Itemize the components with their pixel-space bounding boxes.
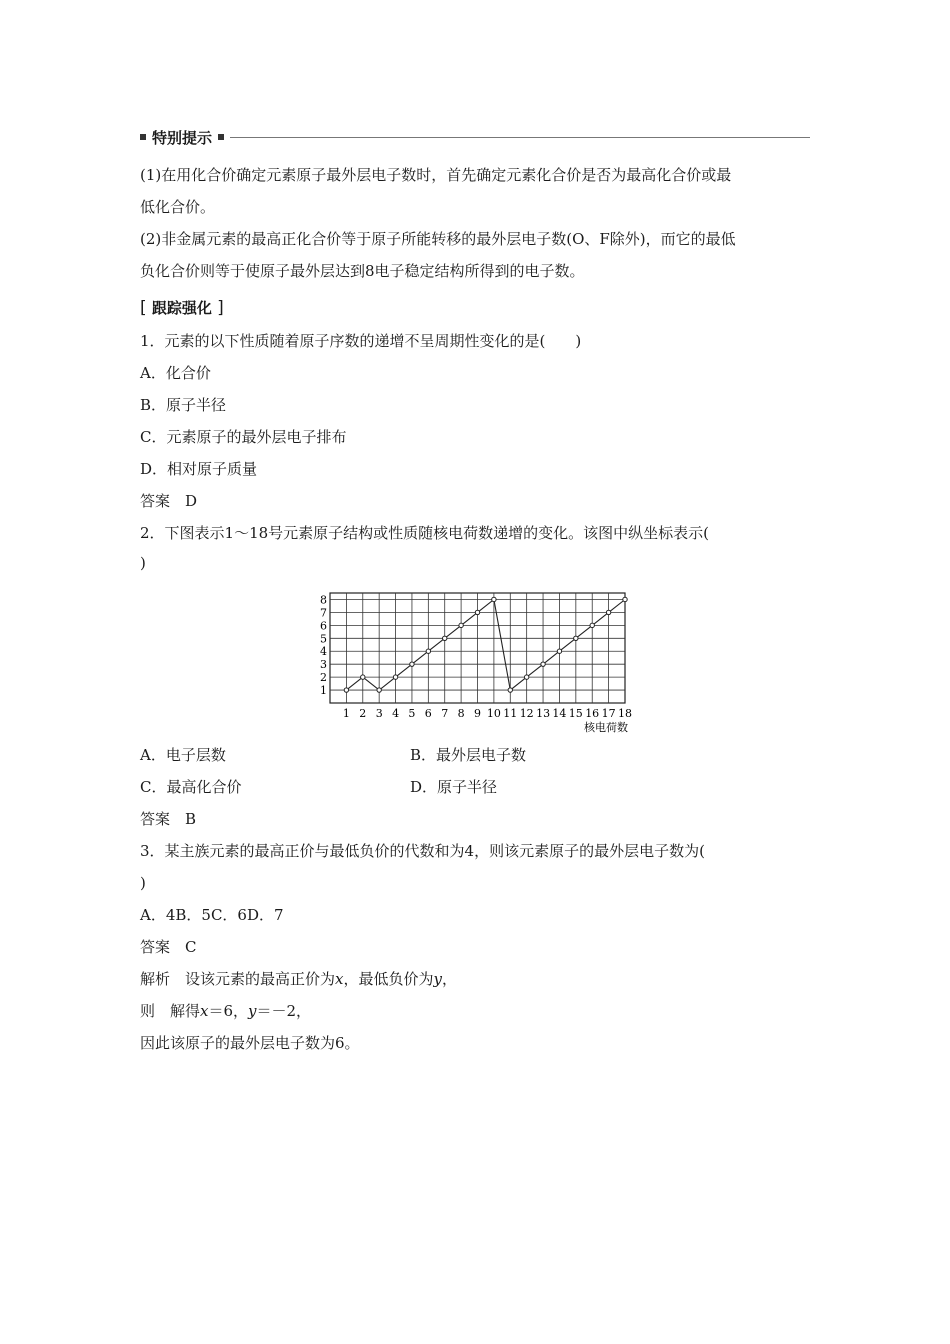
data-point	[459, 623, 463, 627]
bracket-close: ]	[217, 298, 224, 318]
x-tick-label: 10	[486, 707, 501, 720]
data-points	[344, 597, 627, 692]
data-point	[492, 597, 496, 601]
section-heading	[140, 297, 224, 318]
y-tick-label: 1	[320, 684, 327, 698]
x-tick-label: 13	[536, 707, 551, 720]
tip-p2-line2: 负化合价则等于使原子最外层达到8电子稳定结构所得到的电子数。	[140, 262, 585, 280]
result-y-value: ＝－2，	[256, 1002, 312, 1020]
x-tick-label: 6	[424, 707, 432, 720]
var-y: y	[433, 970, 442, 988]
data-point	[574, 636, 578, 640]
data-point	[443, 636, 447, 640]
x-tick-label: 12	[519, 707, 534, 720]
analysis-label: 解析	[140, 970, 171, 988]
q2-option-a: A．电子层数	[140, 746, 226, 764]
q1-option-c: C．元素原子的最外层电子排布	[140, 428, 347, 446]
data-point	[393, 675, 397, 679]
q1-answer: 答案 D	[140, 492, 198, 510]
y-tick-label: 7	[320, 606, 327, 620]
analysis-text: ，	[442, 970, 458, 988]
divider	[230, 137, 810, 138]
data-point	[524, 675, 528, 679]
data-point	[508, 688, 512, 692]
result-x-value: ＝6，	[208, 1002, 249, 1020]
data-point	[377, 688, 381, 692]
q3-stem-line1: 3．某主族元素的最高正价与最低负价的代数和为4，则该元素原子的最外层电子数为(	[140, 842, 705, 860]
section-title: 跟踪强化	[151, 299, 212, 317]
data-point	[475, 610, 479, 614]
y-tick-label: 8	[320, 593, 327, 607]
var-x: x	[335, 970, 344, 988]
x-tick-label: 7	[441, 707, 449, 720]
x-tick-label: 8	[457, 707, 465, 720]
square-icon	[218, 134, 224, 140]
x-tick-label: 5	[408, 707, 416, 720]
data-point	[557, 649, 561, 653]
data-point	[344, 688, 348, 692]
q3-options: A．4B．5C．6D．7	[140, 906, 284, 924]
x-axis-label: 核电荷数	[584, 721, 628, 734]
q3-stem-line2: )	[140, 874, 146, 892]
y-tick-label: 4	[320, 645, 327, 659]
x-tick-label: 15	[568, 707, 583, 720]
square-icon	[140, 134, 146, 140]
q2-answer: 答案 B	[140, 810, 197, 828]
x-tick-label: 14	[552, 707, 567, 720]
q2-option-c: C．最高化合价	[140, 778, 242, 796]
y-tick-labels	[320, 593, 327, 697]
tip-header	[140, 127, 810, 147]
data-point	[590, 623, 594, 627]
x-tick-label: 1	[342, 707, 350, 720]
q2-option-d: D．原子半径	[410, 778, 498, 796]
data-point	[606, 610, 610, 614]
q1-stem: 1．元素的以下性质随着原子序数的递增不呈周期性变化的是( )	[140, 332, 582, 350]
result-y: y	[248, 1002, 257, 1020]
x-tick-label: 16	[585, 707, 600, 720]
q1-option-d: D．相对原子质量	[140, 460, 258, 478]
q1-option-b: B．原子半径	[140, 396, 227, 414]
q3-analysis	[140, 969, 457, 989]
tip-p1-line1: (1)在用化合价确定元素原子最外层电子数时，首先确定元素化合价是否为最高化合价或最	[140, 166, 732, 184]
then-text: 则 解得	[140, 1002, 201, 1020]
x-tick-label: 18	[618, 707, 632, 720]
q2-stem-line2: )	[140, 554, 146, 572]
data-point	[623, 597, 627, 601]
series-line	[346, 600, 625, 691]
q3-conclusion: 因此该原子的最外层电子数为6。	[140, 1034, 360, 1052]
data-point	[361, 675, 365, 679]
q3-answer: 答案 C	[140, 938, 197, 956]
data-point	[426, 649, 430, 653]
y-tick-label: 2	[320, 671, 327, 685]
x-tick-label: 11	[503, 707, 518, 720]
x-tick-label: 4	[392, 707, 400, 720]
x-tick-label: 9	[474, 707, 481, 720]
q2-option-b: B．最外层电子数	[410, 746, 527, 764]
analysis-text: 设该元素的最高正价为	[170, 970, 336, 988]
y-tick-label: 6	[320, 619, 327, 633]
bracket-open: [	[140, 298, 147, 318]
x-tick-label: 2	[359, 707, 367, 720]
x-tick-label: 3	[375, 707, 383, 720]
x-tick-labels	[343, 707, 632, 720]
y-tick-label: 3	[320, 658, 327, 672]
q2-stem-line1: 2．下图表示1～18号元素原子结构或性质随核电荷数递增的变化。该图中纵坐标表示(	[140, 524, 710, 542]
data-point	[541, 662, 545, 666]
x-tick-label: 17	[601, 707, 616, 720]
tip-title: 特别提示	[152, 128, 213, 147]
result-x: x	[200, 1002, 209, 1020]
analysis-text: ，最低负价为	[343, 970, 434, 988]
y-tick-label: 5	[320, 632, 327, 646]
tip-p1-line2: 低化合价。	[140, 198, 216, 216]
data-point	[410, 662, 414, 666]
chart	[300, 585, 640, 740]
q1-option-a: A．化合价	[140, 364, 211, 382]
tip-p2-line1: (2)非金属元素的最高正化合价等于原子所能转移的最外层电子数(O、F除外)，而它的最低	[140, 230, 736, 248]
q3-solution	[140, 1001, 311, 1021]
